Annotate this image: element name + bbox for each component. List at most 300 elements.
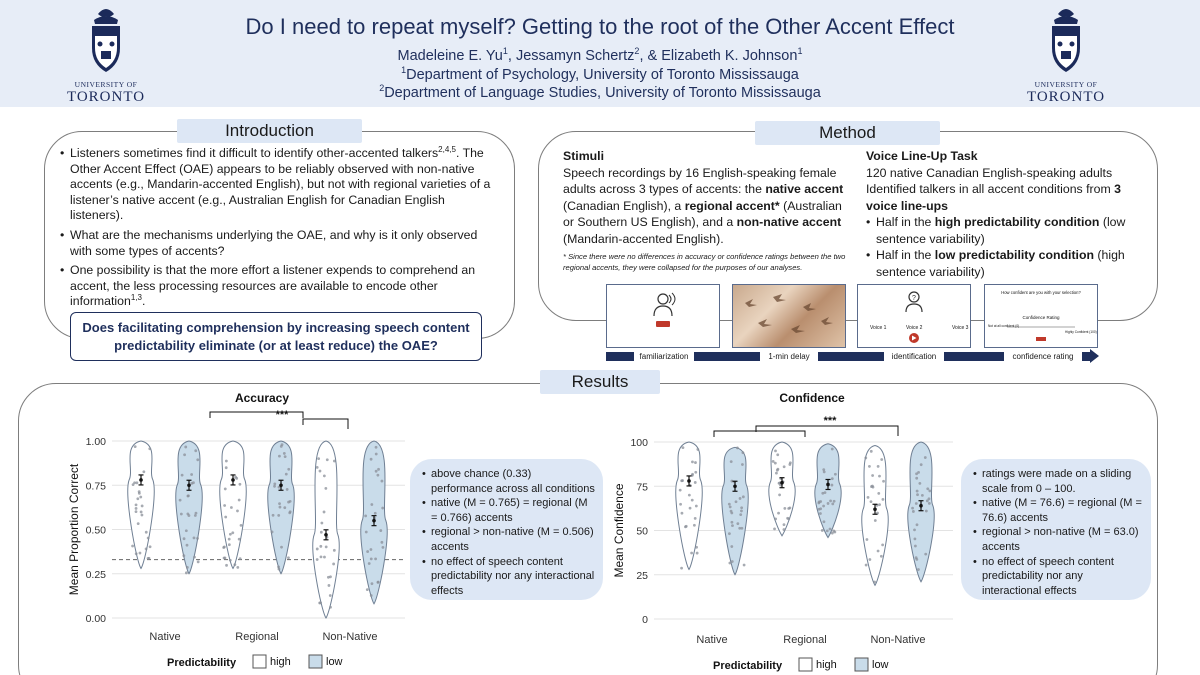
data-point xyxy=(877,465,880,468)
familiarization-screen xyxy=(606,284,720,348)
citation-sup: 2,4,5 xyxy=(438,144,456,154)
data-point xyxy=(914,537,917,540)
university-crest-icon xyxy=(84,4,128,76)
data-point xyxy=(920,463,923,466)
data-point xyxy=(729,505,732,508)
data-point xyxy=(181,474,184,477)
data-point xyxy=(278,455,281,458)
data-point xyxy=(874,519,877,522)
affil-sup: 1 xyxy=(401,65,407,75)
data-point xyxy=(182,554,185,557)
bullet-text: One possibility is that the more effort a listener expends to comprehend an accent, the less processing resources are available to encode other information xyxy=(70,263,476,309)
data-point xyxy=(228,543,231,546)
data-point xyxy=(179,499,182,502)
logo-university-of: UNIVERSITY OF xyxy=(1034,80,1098,89)
data-point xyxy=(831,484,834,487)
data-point xyxy=(868,558,871,561)
author-separator: , & xyxy=(639,47,662,64)
data-point xyxy=(224,516,227,519)
data-point xyxy=(873,581,876,584)
data-point xyxy=(691,499,694,502)
data-point xyxy=(740,510,743,513)
legend-swatch-low xyxy=(855,658,868,671)
data-point xyxy=(691,460,694,463)
list-item xyxy=(60,263,500,310)
data-point xyxy=(187,494,190,497)
data-point xyxy=(225,460,228,463)
data-point xyxy=(186,566,189,569)
stimuli-footnote: * Since there were no differences in accuracy or confidence ratings between the two regional accents, they were collapsed for the purposes of our analyses. xyxy=(563,252,846,272)
y-axis-label: Mean Confidence xyxy=(612,483,626,578)
data-point xyxy=(742,495,745,498)
data-point xyxy=(882,480,885,483)
data-point xyxy=(743,564,746,567)
data-point xyxy=(915,556,918,559)
chart-title: Confidence xyxy=(779,391,845,405)
citation-sup: 1,3 xyxy=(130,293,142,303)
mean-point xyxy=(279,483,283,487)
data-point xyxy=(866,538,869,541)
listener-icon xyxy=(654,293,675,316)
data-point xyxy=(834,473,837,476)
data-point xyxy=(691,473,694,476)
data-point xyxy=(741,527,744,530)
data-point xyxy=(928,489,931,492)
timeline-label-identification: identification xyxy=(884,352,944,362)
violin-low xyxy=(815,444,841,538)
mean-point xyxy=(139,478,143,482)
data-point xyxy=(880,555,883,558)
data-point xyxy=(925,510,928,513)
data-point xyxy=(183,537,186,540)
data-point xyxy=(915,477,918,480)
list-item xyxy=(60,146,500,224)
data-point xyxy=(278,502,281,505)
data-point xyxy=(278,568,281,571)
data-point xyxy=(924,456,927,459)
logo-university-of: UNIVERSITY OF xyxy=(74,80,138,89)
stimuli-text xyxy=(563,165,853,248)
data-point xyxy=(822,505,825,508)
data-point xyxy=(323,511,326,514)
data-point xyxy=(382,546,385,549)
data-point xyxy=(370,557,373,560)
data-point xyxy=(371,582,374,585)
data-point xyxy=(327,576,330,579)
data-point xyxy=(688,494,691,497)
data-point xyxy=(728,562,731,565)
data-point xyxy=(877,550,880,553)
author-name: Jessamyn Schertz xyxy=(515,47,635,64)
data-point xyxy=(730,545,733,548)
mean-point xyxy=(733,484,737,488)
data-point xyxy=(787,507,790,510)
data-point xyxy=(831,448,834,451)
data-point xyxy=(131,545,134,548)
mean-point xyxy=(231,478,235,482)
data-point xyxy=(833,500,836,503)
data-point xyxy=(277,514,280,517)
bullet-text: Listeners sometimes find it difficult to identify other-accented talkers xyxy=(70,146,439,160)
data-point xyxy=(928,497,931,500)
data-point xyxy=(319,470,322,473)
data-point xyxy=(323,556,326,559)
poster-header xyxy=(0,0,1200,107)
y-tick-label: 0.50 xyxy=(85,524,106,537)
affil-text: Department of Language Studies, University of Toronto Mississauga xyxy=(384,84,821,101)
data-point xyxy=(186,544,189,547)
data-point xyxy=(695,546,698,549)
data-point xyxy=(377,468,380,471)
author-affil-sup: 1 xyxy=(502,46,508,56)
data-point xyxy=(329,594,332,597)
data-point xyxy=(135,510,138,513)
x-tick-label: Regional xyxy=(783,634,827,646)
confidence-left-anchor: Not at all confident (0) xyxy=(988,324,1020,328)
mean-point xyxy=(780,481,784,485)
data-point xyxy=(787,517,790,520)
bullet-post: (high sentence variability) xyxy=(876,248,1125,279)
y-tick-label: 0 xyxy=(642,614,648,626)
significance-bracket-inner xyxy=(210,412,303,418)
data-point xyxy=(326,458,329,461)
data-point xyxy=(222,546,225,549)
data-point xyxy=(690,552,693,555)
data-point xyxy=(228,538,231,541)
data-point xyxy=(287,468,290,471)
legend-title: Predictability xyxy=(713,660,783,672)
voice-line2 xyxy=(866,181,1146,214)
data-point xyxy=(777,512,780,515)
data-point xyxy=(881,543,884,546)
data-point xyxy=(827,502,830,505)
significance-bracket-outer xyxy=(303,419,348,429)
data-point xyxy=(285,473,288,476)
violin-high xyxy=(676,442,702,569)
data-point xyxy=(136,497,139,500)
data-point xyxy=(145,531,148,534)
data-point xyxy=(728,532,731,535)
data-point xyxy=(736,522,739,525)
svg-text:?: ? xyxy=(912,295,916,302)
data-point xyxy=(284,455,287,458)
significance-bracket-inner xyxy=(714,431,805,437)
data-point xyxy=(741,451,744,454)
data-point xyxy=(783,507,786,510)
data-point xyxy=(693,524,696,527)
voice-line1: 120 native Canadian English-speaking adults xyxy=(866,165,1113,180)
data-point xyxy=(280,445,283,448)
y-axis-label: Mean Proportion Correct xyxy=(67,463,81,596)
data-point xyxy=(680,567,683,570)
data-point xyxy=(375,453,378,456)
data-point xyxy=(324,487,327,490)
data-point xyxy=(333,549,336,552)
data-point xyxy=(774,462,777,465)
list-item: • native (M = 76.6) = regional (M = 76.6) accents xyxy=(973,496,1143,525)
data-point xyxy=(926,487,929,490)
university-crest-icon xyxy=(1044,4,1088,76)
data-point xyxy=(333,460,336,463)
data-point xyxy=(696,552,699,555)
data-point xyxy=(370,548,373,551)
list-item: • native (M = 0.765) = regional (M = 0.766) accents xyxy=(422,496,595,525)
data-point xyxy=(864,457,867,460)
confidence-rating-screen xyxy=(984,284,1098,348)
legend-title: Predictability xyxy=(167,657,237,669)
data-point xyxy=(366,588,369,591)
data-point xyxy=(868,465,871,468)
accuracy-summary-list xyxy=(422,467,595,598)
data-point xyxy=(193,556,196,559)
data-point xyxy=(730,460,733,463)
data-point xyxy=(370,503,373,506)
confidence-submit-button xyxy=(1036,337,1046,341)
data-point xyxy=(694,517,697,520)
data-point xyxy=(272,514,275,517)
data-point xyxy=(880,458,883,461)
data-point xyxy=(134,445,137,448)
data-point xyxy=(829,499,832,502)
timeline-arrowhead-icon xyxy=(1090,349,1099,363)
data-point xyxy=(142,470,145,473)
list-item: • no effect of speech content predictability nor any interactional effects xyxy=(422,555,595,599)
data-point xyxy=(236,566,239,569)
data-point xyxy=(823,520,826,523)
y-tick-label: 1.00 xyxy=(85,436,106,448)
list-item: • regional > non-native (M = 63.0) accents xyxy=(973,525,1143,554)
data-point xyxy=(921,494,924,497)
author-name: Madeleine E. Yu xyxy=(397,47,503,64)
list-item: • regional > non-native (M = 0.506) accents xyxy=(422,525,595,554)
data-point xyxy=(381,507,384,510)
data-point xyxy=(682,446,685,449)
voice-3-label: Voice 3 xyxy=(952,325,969,331)
data-point xyxy=(317,457,320,460)
confidence-question: How confident are you with your selection? xyxy=(1001,290,1081,295)
data-point xyxy=(185,571,188,574)
data-point xyxy=(694,461,697,464)
bullet-text-after: . The Other Accent Effect (OAE) appears to be reliably observed with non-native accents (e.g., Mandarin-accented English), but not with regional varieties of a listener’s native accent (e.g., Australian English for Canadian English listeners). xyxy=(70,146,491,223)
data-point xyxy=(913,528,916,531)
mean-point xyxy=(187,483,191,487)
voice-line2-text: Identified talkers in all accent conditions from xyxy=(866,182,1115,196)
data-point xyxy=(332,563,335,566)
data-point xyxy=(273,485,276,488)
stimuli-section xyxy=(563,148,853,248)
data-point xyxy=(320,522,323,525)
mean-point xyxy=(324,533,328,537)
legend-swatch-low xyxy=(309,655,322,668)
data-point xyxy=(882,498,885,501)
data-point xyxy=(376,474,379,477)
data-point xyxy=(238,499,241,502)
x-tick-label: Regional xyxy=(235,631,279,643)
data-point xyxy=(826,530,829,533)
data-point xyxy=(148,447,151,450)
mean-point xyxy=(372,519,376,523)
data-point xyxy=(730,512,733,515)
data-point xyxy=(783,465,786,468)
data-point xyxy=(831,477,834,480)
affiliation-2 xyxy=(130,83,1070,101)
data-point xyxy=(368,562,371,565)
timeline-label-delay: 1-min delay xyxy=(760,352,818,362)
results-title: Results xyxy=(540,370,660,394)
data-point xyxy=(381,480,384,483)
stimuli-part: (Australian or Southern US English), and a xyxy=(563,198,842,230)
data-point xyxy=(773,527,776,530)
data-point xyxy=(225,466,228,469)
data-point xyxy=(778,494,781,497)
y-tick-label: 75 xyxy=(636,481,648,494)
list-item: • no effect of speech content predictability nor any interactional effects xyxy=(973,555,1143,599)
data-point xyxy=(731,560,734,563)
data-point xyxy=(148,557,151,560)
data-point xyxy=(776,453,779,456)
introduction-bullets xyxy=(60,146,500,314)
data-point xyxy=(316,466,319,469)
legend-label-low: low xyxy=(326,656,343,668)
data-point xyxy=(877,492,880,495)
data-point xyxy=(229,559,232,562)
university-logo-right xyxy=(1021,4,1111,104)
data-point xyxy=(223,504,226,507)
data-point xyxy=(280,546,283,549)
data-point xyxy=(196,537,199,540)
data-point xyxy=(736,446,739,449)
data-point xyxy=(911,507,914,510)
y-tick-label: 100 xyxy=(630,437,648,449)
data-point xyxy=(831,532,834,535)
data-point xyxy=(197,560,200,563)
data-point xyxy=(731,521,734,524)
data-point xyxy=(679,503,682,506)
data-point xyxy=(918,482,921,485)
data-point xyxy=(140,511,143,514)
chart-title: Accuracy xyxy=(234,391,290,405)
data-point xyxy=(224,556,227,559)
data-point xyxy=(289,500,292,503)
data-point xyxy=(328,584,331,587)
confidence-right-anchor: Highly Confident (100) xyxy=(1065,330,1097,334)
x-tick-label: Non-Native xyxy=(870,634,926,646)
data-point xyxy=(681,479,684,482)
data-point xyxy=(279,506,282,509)
data-point xyxy=(739,497,742,500)
voice-lineup-section xyxy=(866,148,1146,280)
data-point xyxy=(915,502,918,505)
data-point xyxy=(287,556,290,559)
list-item: • above chance (0.33) performance across all conditions xyxy=(422,467,595,496)
confidence-summary xyxy=(961,459,1151,600)
affiliation-1 xyxy=(130,65,1070,83)
data-point xyxy=(135,507,138,510)
timeline-label-confidence-rating: confidence rating xyxy=(1004,352,1082,362)
data-point xyxy=(821,529,824,532)
data-point xyxy=(735,500,738,503)
author-list xyxy=(130,46,1070,64)
list-item xyxy=(866,247,1146,280)
data-point xyxy=(238,538,241,541)
data-point xyxy=(928,502,931,505)
data-point xyxy=(184,446,187,449)
logo-toronto: TORONTO xyxy=(66,89,146,105)
data-point xyxy=(871,474,874,477)
bullet-pre: Half in the xyxy=(876,248,935,262)
data-point xyxy=(316,558,319,561)
stimuli-part-bold: native accent xyxy=(765,182,844,197)
data-point xyxy=(234,476,237,479)
data-point xyxy=(180,513,183,516)
legend-label-high: high xyxy=(816,659,837,671)
y-tick-label: 0.75 xyxy=(85,480,106,493)
x-tick-label: Non-Native xyxy=(322,631,378,643)
data-point xyxy=(824,491,827,494)
list-item: • ratings were made on a sliding scale from 0 – 100. xyxy=(973,467,1143,496)
birds-in-flight-icon xyxy=(745,294,833,333)
data-point xyxy=(377,581,380,584)
delay-screen-image xyxy=(732,284,846,348)
data-point xyxy=(370,594,373,597)
data-point xyxy=(329,606,332,609)
data-point xyxy=(193,536,196,539)
data-point xyxy=(185,529,188,532)
data-point xyxy=(286,488,289,491)
mean-point xyxy=(687,479,691,483)
data-point xyxy=(233,563,236,566)
bullet-pre: Half in the xyxy=(876,215,935,229)
affil-sup: 2 xyxy=(379,83,385,93)
stimuli-part: Speech recordings by 16 English-speaking female adults across 3 types of accents: the xyxy=(563,165,837,197)
data-point xyxy=(320,556,323,559)
data-point xyxy=(230,506,233,509)
data-point xyxy=(138,490,141,493)
confidence-summary-list xyxy=(973,467,1143,598)
data-point xyxy=(365,531,368,534)
confidence-chart xyxy=(608,388,958,675)
data-point xyxy=(915,472,918,475)
data-point xyxy=(135,504,138,507)
data-point xyxy=(728,503,731,506)
data-point xyxy=(364,514,367,517)
bullet-text: What are the mechanisms underlying the OAE, and why is it only observed with some types of accents? xyxy=(70,227,478,258)
stimuli-part: (Canadian English), a xyxy=(563,198,685,213)
stimuli-heading: Stimuli xyxy=(563,149,604,163)
play-button-icon xyxy=(656,321,670,327)
stimuli-part: (Mandarin-accented English). xyxy=(563,231,724,246)
violin-high xyxy=(128,441,154,568)
violin-low xyxy=(722,447,748,574)
y-tick-label: 0.25 xyxy=(85,568,106,581)
data-point xyxy=(323,475,326,478)
author-separator: , xyxy=(507,47,516,64)
data-point xyxy=(229,533,232,536)
data-point xyxy=(740,506,743,509)
data-point xyxy=(916,523,919,526)
data-point xyxy=(739,513,742,516)
data-point xyxy=(774,517,777,520)
data-point xyxy=(731,524,734,527)
author-name: Elizabeth K. Johnson xyxy=(661,47,798,64)
data-point xyxy=(829,528,832,531)
accuracy-summary xyxy=(410,459,603,600)
bullet-bold: high predictability condition xyxy=(934,215,1100,229)
logo-toronto: TORONTO xyxy=(1026,89,1106,105)
data-point xyxy=(831,502,834,505)
mean-point xyxy=(873,507,877,511)
legend-swatch-high xyxy=(253,655,266,668)
